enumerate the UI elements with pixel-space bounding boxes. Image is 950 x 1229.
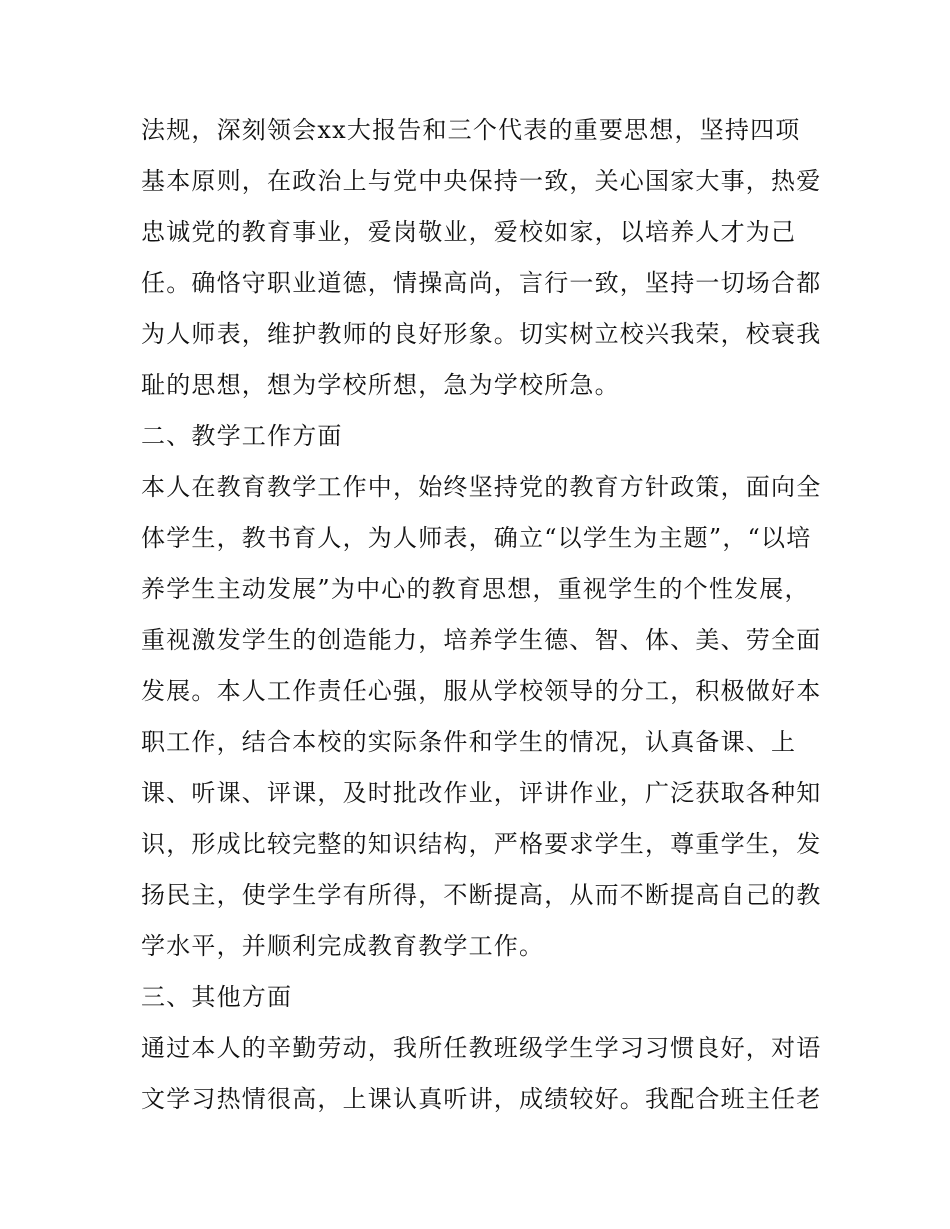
- text-line: 课、听课、评课，及时批改作业，评讲作业，广泛获取各种知: [141, 779, 822, 807]
- text-line: 学水平，并顺利完成教育教学工作。: [141, 932, 545, 960]
- text-line: 通过本人的辛勤劳动，我所任教班级学生学习习惯良好，对语: [141, 1034, 822, 1062]
- text-line: 扬民主，使学生学有所得，不断提高，从而不断提高自己的教: [141, 881, 822, 909]
- body-text: [141, 105, 821, 1125]
- text-line: 基本原则，在政治上与党中央保持一致，关心国家大事，热爱: [141, 167, 822, 195]
- text-line: 本人在教育教学工作中，始终坚持党的教育方针政策，面向全: [141, 473, 822, 501]
- text-line: 忠诚党的教育事业，爱岗敬业，爱校如家，以培养人才为己: [141, 218, 797, 246]
- text-line: 文学习热情很高，上课认真听讲，成绩较好。我配合班主任老: [141, 1085, 822, 1113]
- text-line: 为人师表，维护教师的良好形象。切实树立校兴我荣，校衰我: [141, 320, 822, 348]
- text-line: 职工作，结合本校的实际条件和学生的情况，认真备课、上: [141, 728, 797, 756]
- section-heading: 二、教学工作方面: [141, 422, 343, 450]
- text-line: 发展。本人工作责任心强，服从学校领导的分工，积极做好本: [141, 677, 822, 705]
- text-line: 体学生，教书育人，为人师表，确立“以学生为主题”，“以培: [141, 524, 812, 552]
- section-heading: 三、其他方面: [141, 983, 293, 1011]
- text-line: 识，形成比较完整的知识结构，严格要求学生，尊重学生，发: [141, 830, 822, 858]
- text-line: 任。确恪守职业道德，情操高尚，言行一致，坚持一切场合都: [141, 269, 822, 297]
- text-line: 法规，深刻领会xx大报告和三个代表的重要思想，坚持四项: [141, 116, 801, 144]
- text-line: 养学生主动发展”为中心的教育思想，重视学生的个性发展，: [141, 575, 810, 603]
- text-line: 耻的思想，想为学校所想，急为学校所急。: [141, 371, 620, 399]
- text-line: 重视激发学生的创造能力，培养学生德、智、体、美、劳全面: [141, 626, 822, 654]
